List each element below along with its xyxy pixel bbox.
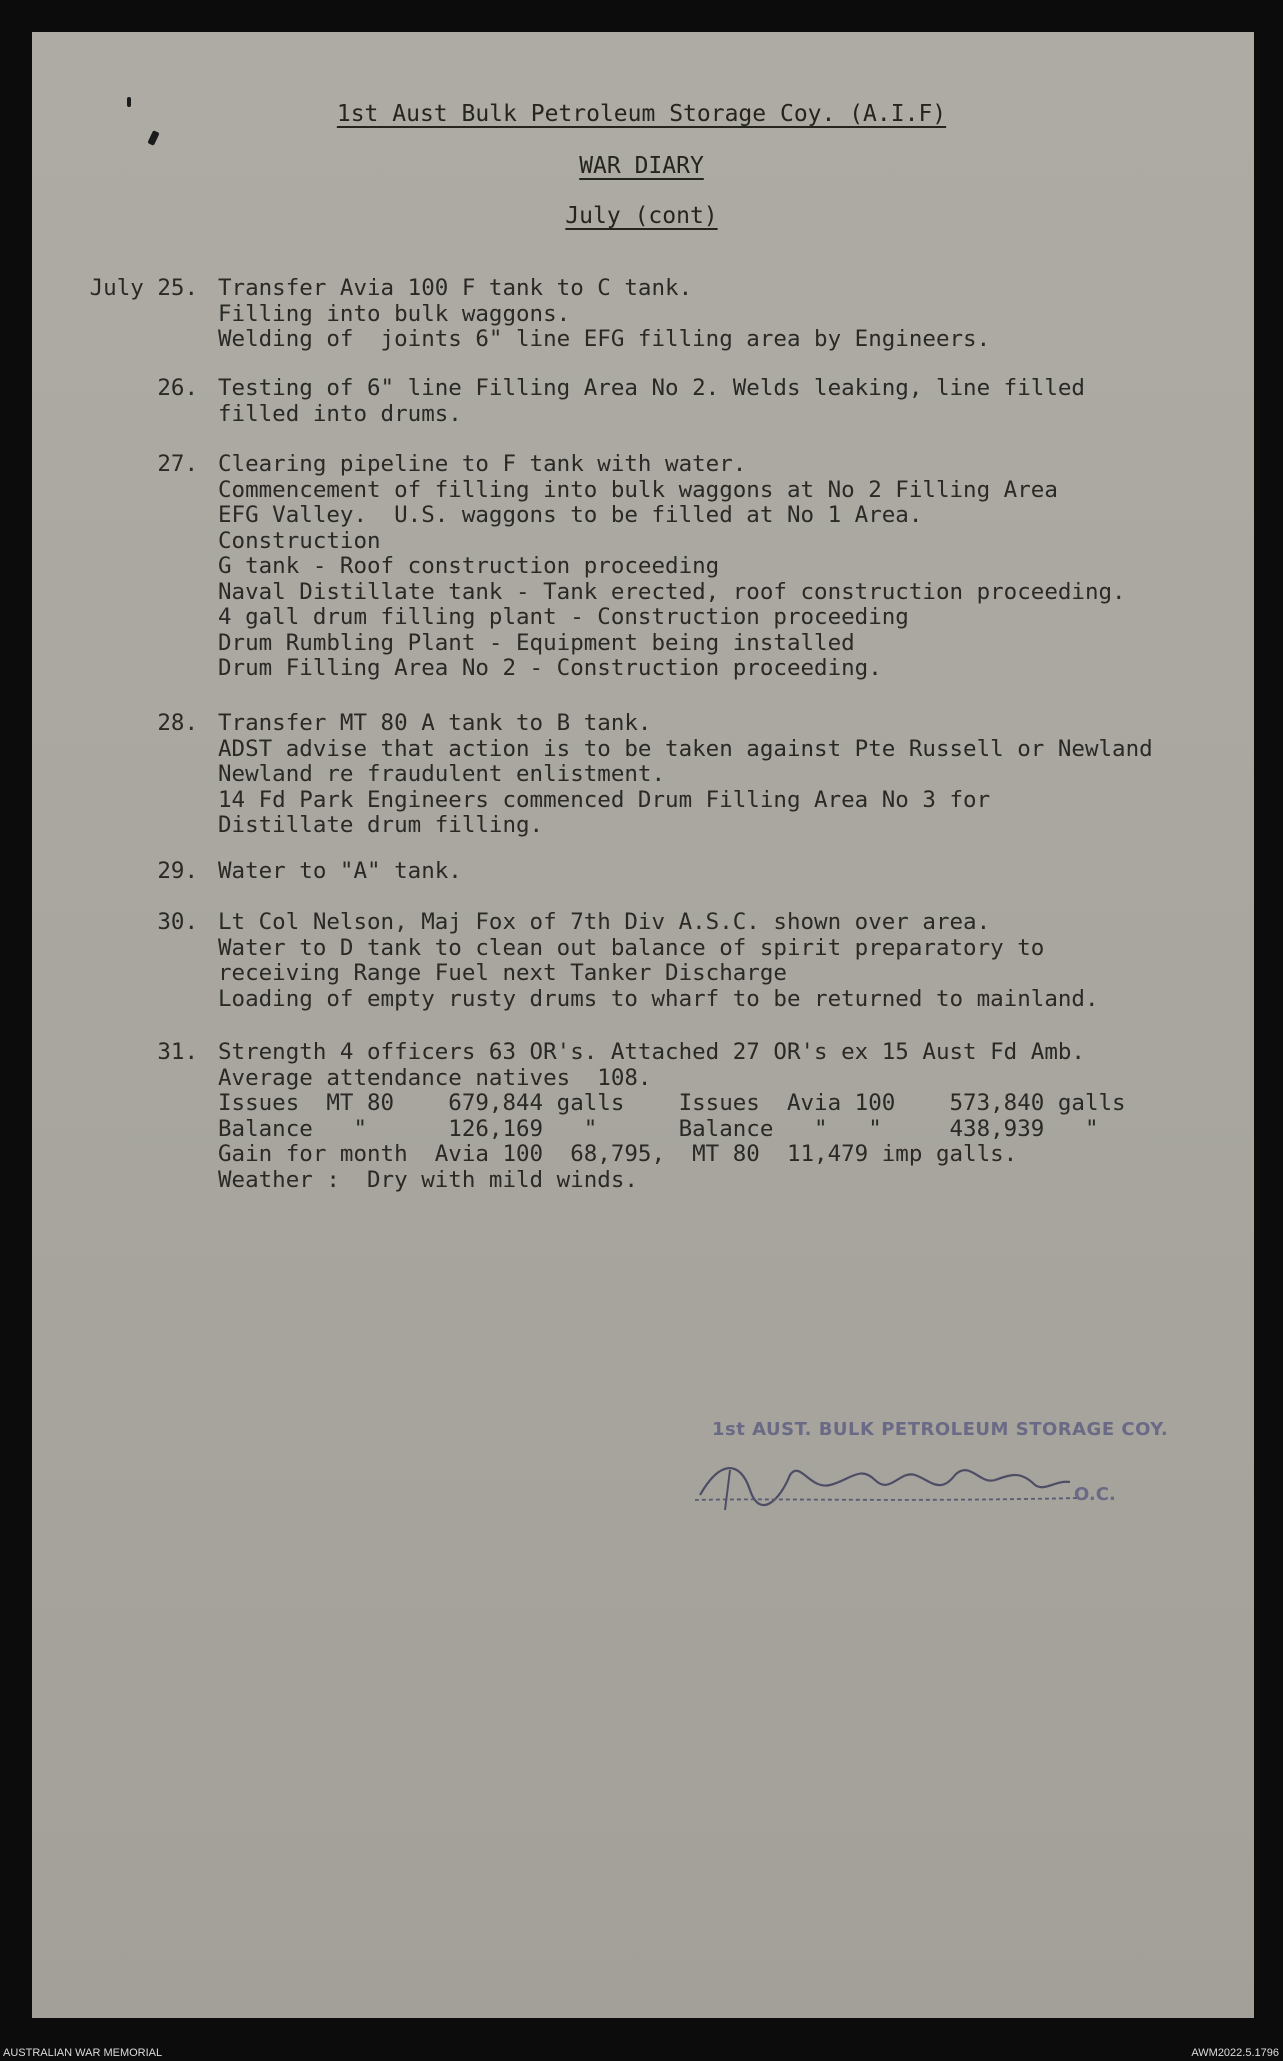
entry-line: Lt Col Nelson, Maj Fox of 7th Div A.S.C. shown over area. [218,909,991,935]
unit-heading-text: 1st Aust Bulk Petroleum Storage Coy. (A.I.F) [336,101,947,127]
month-heading-text: July (cont) [565,203,718,229]
entry-line: Drum Filling Area No 2 - Construction proceeding. [218,655,882,681]
entry-line: filled into drums. [218,400,462,427]
entry-line: Filling into bulk waggons. [218,300,571,327]
entry-line: Welding of joints 6" line EFG filling area by Engineers. [218,326,991,352]
entry-line: Construction [218,527,381,554]
entry-line: Issues MT 80 679,844 galls Issues Avia 100 573,840 galls [218,1090,1126,1116]
entry-date: 29. [157,858,198,884]
unit-heading [0,101,1283,127]
entry-line: Transfer MT 80 A tank to B tank. [218,710,652,736]
entry-line: Balance " 126,169 " Balance " " 438,939 " [218,1115,1099,1142]
entry-line: Average attendance natives 108. [218,1064,652,1091]
war-diary-heading [0,153,1283,179]
entry-line: Water to D tank to clean out balance of spirit preparatory to [218,934,1045,961]
entry-date: 27. [157,451,198,477]
entry-line: Naval Distillate tank - Tank erected, roof construction proceeding. [218,578,1126,605]
entry-line: EFG Valley. U.S. waggons to be filled at No 1 Area. [218,502,923,528]
entry-date: 28. [157,710,198,736]
entry-date: 31. [157,1039,198,1065]
entry-lines [218,910,1099,1012]
entry-line: receiving Range Fuel next Tanker Discharge [218,960,787,986]
entry-line: Loading of empty rusty drums to wharf to be returned to mainland. [218,985,1099,1012]
entry-line: Gain for month Avia 100 68,795, MT 80 11,479 imp galls. [218,1141,1018,1167]
entry-date: 30. [157,909,198,935]
entry-date: July 25. [89,275,198,301]
stamp-unit: 1st AUST. BULK PETROLEUM STORAGE COY. [712,1419,1169,1440]
entry-lines [218,376,1085,427]
entry-line: Transfer Avia 100 F tank to C tank. [218,275,693,301]
entry-lines [218,1040,1126,1193]
entry-line: 4 gall drum filling plant - Construction proceeding [218,604,909,630]
entry-line: ADST advise that action is to be taken against Pte Russell or Newland [218,735,1153,762]
entry-line: G tank - Roof construction proceeding [218,553,720,579]
entry-line: Strength 4 officers 63 OR's. Attached 27 OR's ex 15 Aust Fd Amb. [218,1039,1085,1065]
entry-line: Newland re fraudulent enlistment. [218,761,666,787]
entry-line: Clearing pipeline to F tank with water. [218,451,747,477]
war-diary-heading-text: WAR DIARY [579,153,704,179]
stamp-role: O.C. [1074,1484,1116,1505]
entry-line: Drum Rumbling Plant - Equipment being installed [218,629,855,656]
entry-lines [218,859,462,885]
entry-lines [218,276,990,353]
entry-line: Testing of 6" line Filling Area No 2. Welds leaking, line filled [218,375,1085,401]
footer-reference: AWM2022.5.1796 [1191,2047,1279,2059]
entry-line: Weather : Dry with mild winds. [218,1166,638,1193]
entry-line: Commencement of filling into bulk waggons at No 2 Filling Area [218,476,1058,503]
footer-source: AUSTRALIAN WAR MEMORIAL [3,2047,163,2059]
entry-line: Distillate drum filling. [218,812,544,838]
entry-line: 14 Fd Park Engineers commenced Drum Filling Area No 3 for [218,786,991,813]
entry-lines [218,711,1153,839]
month-heading [0,203,1283,229]
signature [690,1440,1090,1520]
entry-line: Water to "A" tank. [218,858,462,884]
entry-lines [218,452,1126,682]
entry-date: 26. [157,375,198,401]
